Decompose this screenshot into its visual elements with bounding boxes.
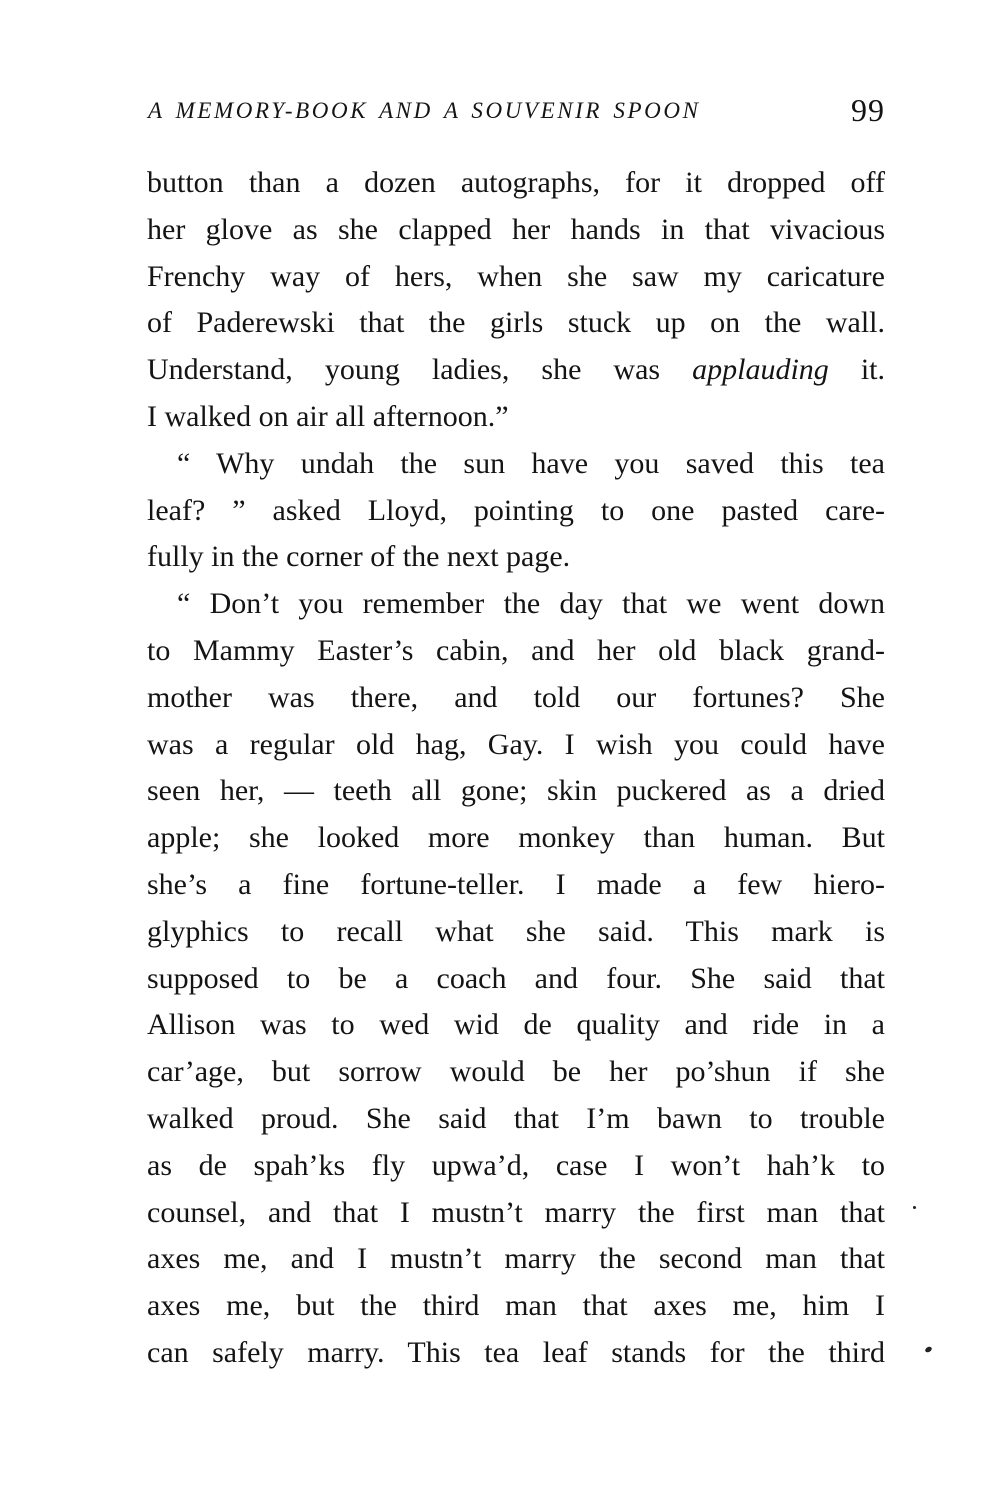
running-head-title: A MEMORY-BOOK AND A SOUVENIR SPOON [148,98,701,123]
text-line: “ Don’t you remember the day that we went down [177,587,885,621]
text-line: mother was there, and told our fortunes? She [147,680,885,714]
text-line: counsel, and that I mustn’t marry the first man that [147,1195,885,1229]
text-line: seen her, — teeth all gone; skin puckered as a dried [147,774,885,808]
text-line: glyphics to recall what she said. This mark is [147,914,885,948]
text-line: I walked on air all afternoon.” [147,399,509,433]
text-line: can safely marry. This tea leaf stands for the third [147,1335,885,1369]
text-line: axes me, but the third man that axes me, him I [147,1289,885,1323]
text-line: leaf? ” asked Lloyd, pointing to one pasted care- [147,493,885,527]
text-line: walked proud. She said that I’m bawn to trouble [147,1101,885,1135]
text-line: supposed to be a coach and four. She said that [147,961,885,995]
text-line: car’age, but sorrow would be her po’shun if she [147,1055,885,1089]
text-line: her glove as she clapped her hands in that vivacious [147,212,885,246]
text-line: she’s a fine fortune-teller. I made a few hiero- [147,867,885,901]
text-line: axes me, and I mustn’t marry the second man that [147,1242,885,1276]
emphasized-word: applauding [692,353,829,387]
text-line: to Mammy Easter’s cabin, and her old black grand- [147,633,885,667]
text-line: fully in the corner of the next page. [147,540,571,574]
page-number: 99 [851,92,885,128]
body-text [147,160,885,1377]
text-line: of Paderewski that the girls stuck up on the wall. [147,306,885,340]
text-run: Understand, young ladies, she was [147,353,693,387]
text-line: “ Why undah the sun have you saved this tea [177,446,885,480]
text-line: Frenchy way of hers, when she saw my caricature [147,259,885,293]
text-line: apple; she looked more monkey than human. But [147,821,885,855]
text-line: button than a dozen autographs, for it dropped off [147,166,885,199]
text-line: as de spah’ks fly upwa’d, case I won’t hah’k to [147,1148,885,1182]
scan-speck [913,1206,916,1209]
text-run: it. [828,353,886,387]
scan-speck [924,1346,933,1354]
text-line: was a regular old hag, Gay. I wish you could have [147,727,885,761]
running-head [148,92,885,132]
text-line: Allison was to wed wid de quality and ride in a [147,1008,885,1042]
text-line-with-emphasis [147,347,885,394]
